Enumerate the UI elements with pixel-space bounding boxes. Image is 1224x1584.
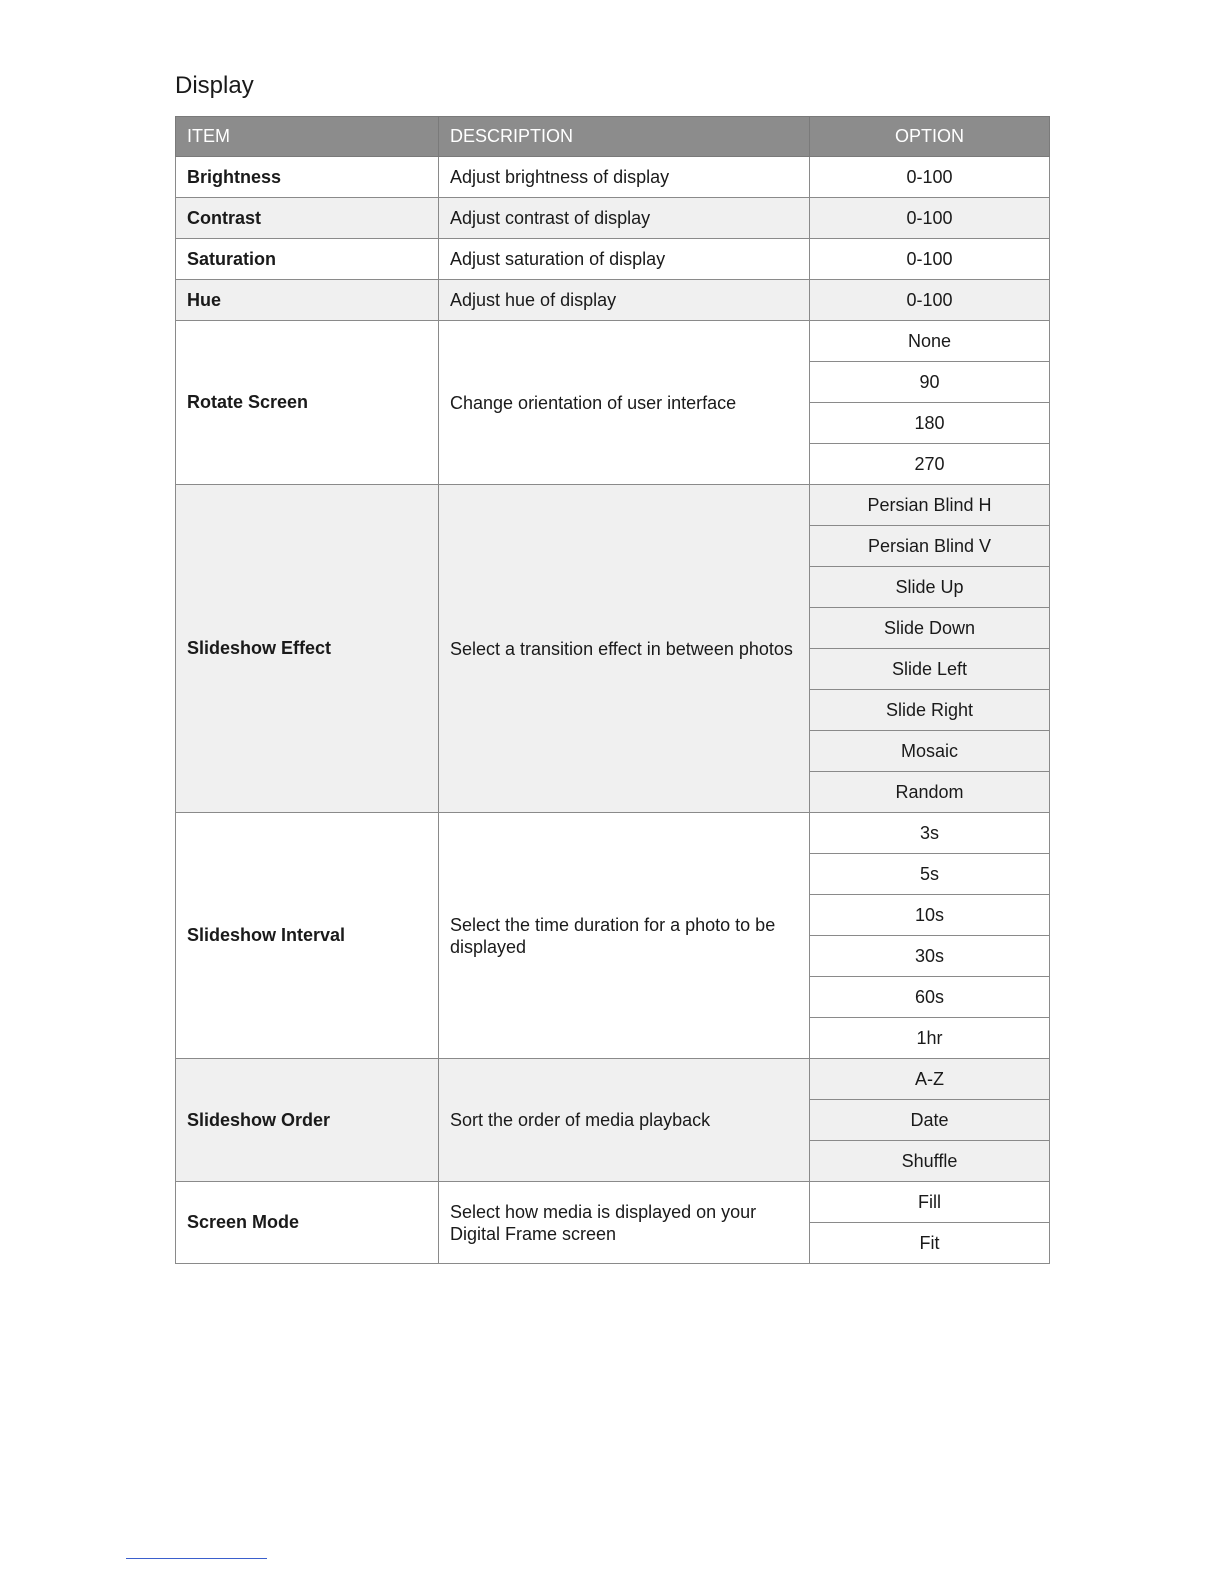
header-description: DESCRIPTION (439, 117, 810, 157)
table-row (176, 813, 1050, 854)
description-cell: Adjust hue of display (439, 280, 810, 321)
item-cell: Slideshow Interval (176, 813, 439, 1059)
description-cell: Sort the order of media playback (439, 1059, 810, 1182)
table-row (176, 1059, 1050, 1100)
table-row (176, 239, 1050, 280)
option-cell: Slide Right (810, 690, 1050, 731)
option-cell: A-Z (810, 1059, 1050, 1100)
table-row (176, 321, 1050, 362)
option-cell: Slide Up (810, 567, 1050, 608)
description-cell: Adjust brightness of display (439, 157, 810, 198)
option-cell: 270 (810, 444, 1050, 485)
item-cell: Rotate Screen (176, 321, 439, 485)
header-item: ITEM (176, 117, 439, 157)
option-cell: Fill (810, 1182, 1050, 1223)
item-cell: Slideshow Order (176, 1059, 439, 1182)
option-cell: 90 (810, 362, 1050, 403)
footnote-divider (126, 1558, 267, 1559)
item-cell: Saturation (176, 239, 439, 280)
description-cell: Change orientation of user interface (439, 321, 810, 485)
option-cell: None (810, 321, 1050, 362)
option-cell: 0-100 (810, 198, 1050, 239)
option-cell: Mosaic (810, 731, 1050, 772)
option-cell: 30s (810, 936, 1050, 977)
page-title: Display (175, 72, 254, 99)
option-cell: Persian Blind H (810, 485, 1050, 526)
item-cell: Contrast (176, 198, 439, 239)
option-cell: Persian Blind V (810, 526, 1050, 567)
table-row (176, 198, 1050, 239)
description-cell: Select how media is displayed on your Digital Frame screen (439, 1182, 810, 1264)
option-cell: Shuffle (810, 1141, 1050, 1182)
item-cell: Screen Mode (176, 1182, 439, 1264)
option-cell: Random (810, 772, 1050, 813)
description-cell: Adjust contrast of display (439, 198, 810, 239)
option-cell: 3s (810, 813, 1050, 854)
display-settings-table (175, 116, 1050, 1264)
item-cell: Hue (176, 280, 439, 321)
description-cell: Select a transition effect in between photos (439, 485, 810, 813)
option-cell: Slide Down (810, 608, 1050, 649)
table-row (176, 157, 1050, 198)
table-body (176, 157, 1050, 1264)
table-row (176, 485, 1050, 526)
option-cell: 0-100 (810, 157, 1050, 198)
option-cell: 180 (810, 403, 1050, 444)
option-cell: Slide Left (810, 649, 1050, 690)
table-row (176, 280, 1050, 321)
item-cell: Slideshow Effect (176, 485, 439, 813)
option-cell: 0-100 (810, 239, 1050, 280)
description-cell: Adjust saturation of display (439, 239, 810, 280)
option-cell: 0-100 (810, 280, 1050, 321)
option-cell: 10s (810, 895, 1050, 936)
option-cell: Fit (810, 1223, 1050, 1264)
option-cell: 5s (810, 854, 1050, 895)
option-cell: Date (810, 1100, 1050, 1141)
description-cell: Select the time duration for a photo to be displayed (439, 813, 810, 1059)
table-header-row (176, 117, 1050, 157)
item-cell: Brightness (176, 157, 439, 198)
option-cell: 1hr (810, 1018, 1050, 1059)
option-cell: 60s (810, 977, 1050, 1018)
header-option: OPTION (810, 117, 1050, 157)
table-row (176, 1182, 1050, 1223)
